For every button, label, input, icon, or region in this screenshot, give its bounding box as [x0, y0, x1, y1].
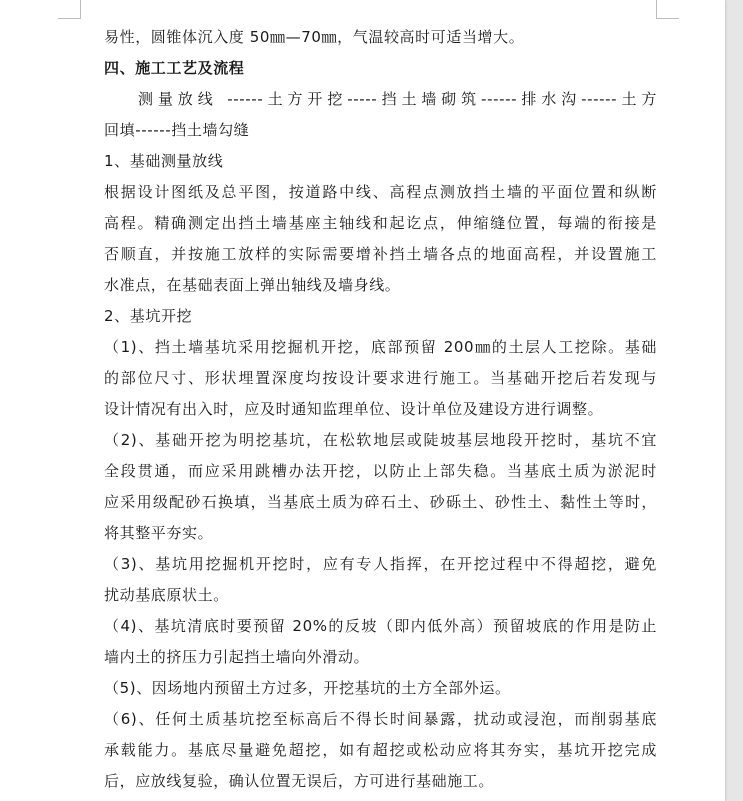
text-line: 后，应放线复验，确认位置无误后，方可进行基础施工。: [104, 772, 495, 790]
text-line: （6)、任何土质基坑挖至标高后不得长时间暴露，扰动或浸泡，而削弱基底: [104, 710, 657, 728]
text-line: 否顺直，并按施工放样的实际需要增补挡土墙各点的地面高程，并设置施工: [104, 245, 657, 263]
process-flow-line: 测量放线 ------土方开挖-----挡土墙砌筑------排水沟------土方: [138, 90, 657, 108]
margin-corner-mark-left: [58, 0, 81, 19]
text-line: 根据设计图纸及总平图，按道路中线、高程点测放挡土墙的平面位置和纵断: [104, 183, 657, 201]
subsection-title-excavation: 2、基坑开挖: [104, 307, 193, 325]
text-line: 的部位尺寸、形状埋置深度均按设计要求进行施工。当基础开挖后若发现与: [104, 369, 657, 387]
text-line: 易性，圆锥体沉入度 50㎜—70㎜，气温较高时可适当增大。: [104, 28, 525, 46]
text-line: 全段贯通，而应采用跳槽办法开挖，以防止上部失稳。当基底土质为淤泥时: [104, 462, 657, 480]
document-body[interactable]: [104, 22, 657, 797]
process-flow-line-continued: 回填------挡土墙勾缝: [104, 121, 250, 139]
text-line: （3)、基坑用挖掘机开挖时，应有专人指挥，在开挖过程中不得超挖，避免: [104, 555, 657, 573]
section-heading: 四、施工工艺及流程: [104, 59, 245, 77]
text-line: 扰动基底原状土。: [104, 586, 229, 604]
text-line: 应采用级配砂石换填，当基底土质为碎石土、砂砾土、砂性土、黏性土等时，: [104, 493, 657, 511]
text-line: 墙内土的挤压力引起挡土墙向外滑动。: [104, 648, 370, 666]
text-line: （2)、基础开挖为明挖基坑，在松软地层或陡坡基层地段开挖时，基坑不宜: [104, 431, 657, 449]
text-line: （1)、挡土墙基坑采用挖掘机开挖，底部预留 200㎜的土层人工挖除。基础: [104, 338, 657, 356]
text-line: 将其整平夯实。: [104, 524, 214, 542]
text-line: 承载能力。基底尽量避免超挖，如有超挖或松动应将其夯实，基坑开挖完成: [104, 741, 657, 759]
text-line: （4)、基坑清底时要预留 20%的反坡（即内低外高）预留坡底的作用是防止: [104, 617, 657, 635]
margin-corner-mark-right: [656, 0, 679, 19]
subsection-title-survey: 1、基础测量放线: [104, 152, 224, 170]
text-line: 设计情况有出入时，应及时通知监理单位、设计单位及建设方进行调整。: [104, 400, 604, 418]
text-line: 高程。精确测定出挡土墙基座主轴线和起讫点，伸缩缝位置，每端的衔接是: [104, 214, 657, 232]
text-line: 水准点，在基础表面上弹出轴线及墙身线。: [104, 276, 401, 294]
text-line: （5)、因场地内预留土方过多，开挖基坑的土方全部外运。: [104, 679, 511, 697]
